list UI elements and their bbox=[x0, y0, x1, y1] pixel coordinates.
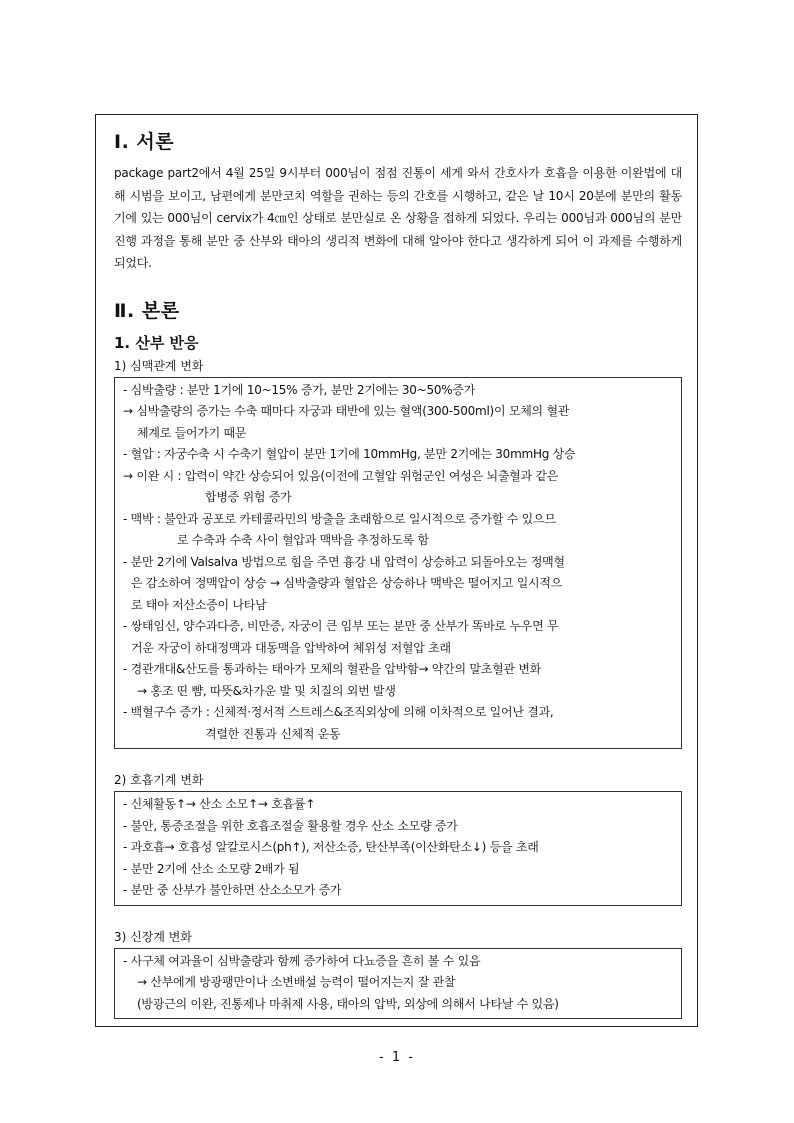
section-title-intro: Ⅰ. 서론 bbox=[114, 131, 175, 153]
cardio-line: → 홍조 띤 뺨, 따뜻&차가운 발 및 치질의 외번 발생 bbox=[137, 683, 396, 698]
cardio-line: 체계로 들어가기 때문 bbox=[137, 425, 247, 440]
cardio-line: 거운 자궁이 하대정맥과 대동맥을 압박하여 체위성 저혈압 초래 bbox=[131, 640, 451, 655]
cardio-line: - 혈압 : 자궁수축 시 수축기 혈압이 분만 1기에 10mmHg, 분만 2기에는 30mmHg 상승 bbox=[123, 447, 576, 461]
resp-line: - 신체활동↑→ 산소 소모↑→ 호흡률↑ bbox=[123, 797, 316, 811]
heading-renal: 3) 신장계 변화 bbox=[114, 929, 192, 944]
heading-cardio: 1) 심맥관계 변화 bbox=[114, 358, 204, 373]
intro-paragraph: package part2에서 4월 25일 9시부터 000님이 점점 진통이 세게 와서 간호사가 호흡을 이용한 이완법에 대해 시범을 보이고, 남편에게 분만코치 역할을 권하는 등의 간호를 시행하고, 같은 날 10시 20분에 분만의 활동기에 있는 000님이 cervix가 4㎝인 상태로 분만실로 온 상황을 접하게 되었다. 우리는 000님과 000님의 분만 진행 과정을 통해 분만 중 산부와 태아의 생리적 변화에 대해 알아야 한다고 생각하게 되어 이 과제를 수행하게 되었다. bbox=[114, 166, 682, 270]
document-content bbox=[114, 128, 682, 1019]
heading-resp: 2) 호흡기계 변화 bbox=[114, 773, 204, 787]
cardio-line: 합병증 위험 증가 bbox=[205, 490, 292, 504]
resp-line: - 과호흡→ 호흡성 알칼로시스(ph↑), 저산소증, 탄산부족(이산화탄소↓) 등을 초래 bbox=[123, 840, 539, 854]
cardio-line: - 심박출량 : 분만 1기에 10~15% 증가, 분만 2기에는 30~50%증가 bbox=[123, 382, 476, 397]
resp-line: - 불안, 통증조절을 위한 호흡조절술 활용할 경우 산소 소모량 증가 bbox=[123, 818, 458, 833]
resp-box bbox=[114, 791, 682, 906]
cardio-line: 격렬한 진통과 신체적 운동 bbox=[205, 726, 341, 741]
cardio-line: 은 감소하여 정맥압이 상승 → 심박출량과 혈압은 상승하나 맥박은 떨어지고 일시적으 bbox=[131, 576, 563, 590]
renal-line: - 사구체 여과율이 심박출량과 함께 증가하여 다뇨증을 흔히 볼 수 있음 bbox=[123, 953, 481, 968]
cardio-line: - 맥박 : 불안과 공포로 카테콜라민의 방출을 초래함으로 일시적으로 증가할 수 있으므 bbox=[123, 511, 556, 526]
resp-line: - 분만 2기에 산소 소모량 2배가 됨 bbox=[123, 861, 300, 876]
renal-box bbox=[114, 948, 682, 1020]
cardio-line: 로 수축과 수축 사이 혈압과 맥박을 추정하도록 함 bbox=[177, 533, 429, 547]
resp-line: - 분만 중 산부가 불안하면 산소소모가 증가 bbox=[123, 883, 342, 897]
cardio-line: → 심박출량의 증가는 수축 때마다 자궁과 태반에 있는 혈액(300-500ml)이 모체의 혈관 bbox=[123, 404, 570, 418]
cardio-box bbox=[114, 377, 682, 750]
page-number: - 1 - bbox=[379, 1050, 415, 1065]
cardio-line: - 경관개대&산도를 통과하는 태아가 모체의 혈관을 압박함→ 약간의 말초혈관 변화 bbox=[123, 662, 542, 676]
section-title-body: Ⅱ. 본론 bbox=[114, 299, 180, 322]
renal-line: (방광근의 이완, 진통제나 마취제 사용, 태아의 압박, 외상에 의해서 나타날 수 있음) bbox=[137, 996, 559, 1011]
cardio-line: - 쌍태임신, 양수과다증, 비만증, 자궁이 큰 임부 또는 분만 중 산부가 똑바로 누우면 무 bbox=[123, 619, 559, 633]
cardio-line: - 분만 2기에 Valsalva 방법으로 힘을 주면 흉강 내 압력이 상승하고 되돌아오는 정맥혈 bbox=[123, 554, 565, 569]
renal-line: → 산부에게 방광팽만이나 소변배설 능력이 떨어지는지 잘 관찰 bbox=[137, 975, 456, 989]
cardio-line: 로 태아 저산소증이 나타남 bbox=[131, 597, 267, 612]
cardio-line: - 백혈구수 증가 : 신체적·정서적 스트레스&조직외상에 의해 이차적으로 일어난 결과, bbox=[123, 705, 554, 719]
cardio-line: → 이완 시 : 압력이 약간 상승되어 있음(이전에 고혈압 위험군인 여성은 뇌출혈과 같은 bbox=[123, 468, 559, 483]
subsection-title-maternal-response: 1. 산부 반응 bbox=[114, 333, 199, 352]
